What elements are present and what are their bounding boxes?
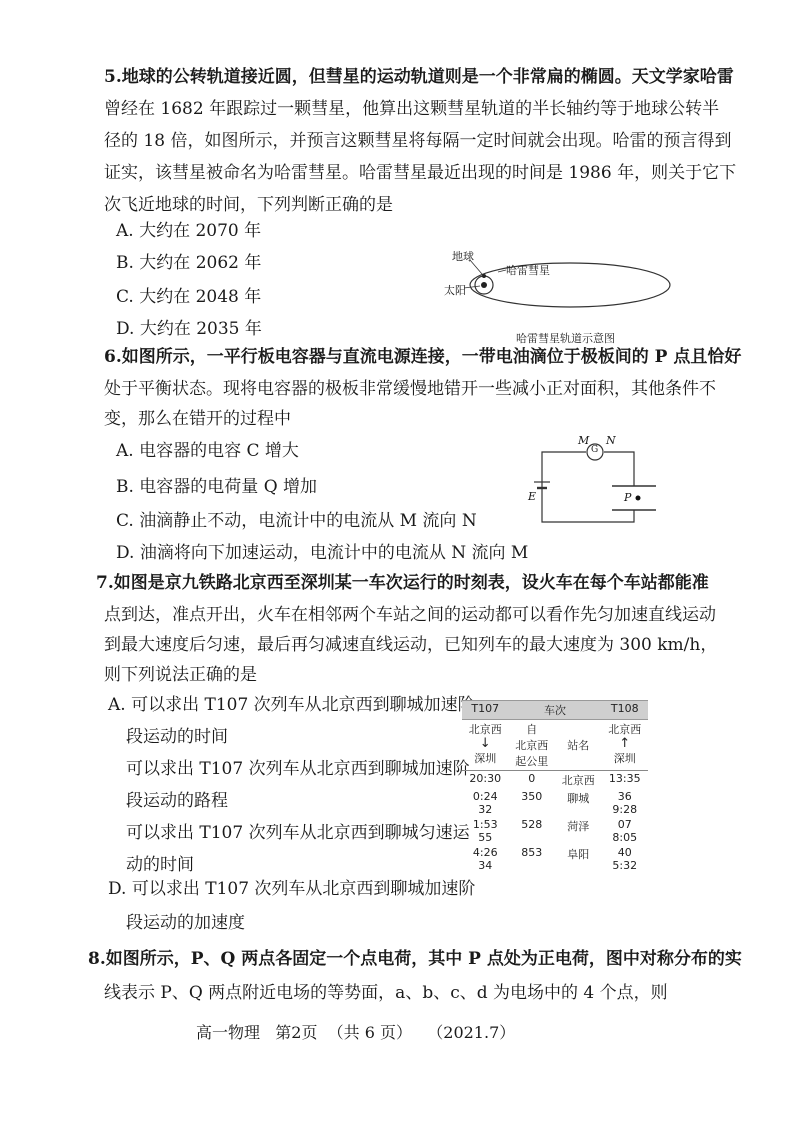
comet-pointer [498,270,506,272]
halley-orbit-figure [440,240,680,350]
train-timetable [462,700,648,873]
q5-option-b: B. 大约在 2062 年 [116,253,262,273]
table-row [462,845,648,873]
q7-option-b-1: 可以求出 T107 次列车从北京西到聊城加速阶 [126,759,470,779]
q8-line-1: 8.如图所示，P、Q 两点各固定一个点电荷，其中 P 点处为正电荷，图中对称分布的实 [88,949,742,969]
row1-km: 0 [528,772,536,785]
row3-t107: 1:53 [472,818,498,831]
sun-icon [481,282,487,288]
label-p: P [624,491,632,504]
header-t107: T107 [471,702,500,715]
label-m: M [578,434,590,447]
circuit-wire-left [542,452,634,522]
q7-line-2: 点到达，准点开出，火车在相邻两个车站之间的运动都可以看作先匀加速直线运动 [104,605,716,625]
q6-option-a: A. 电容器的电容 C 增大 [116,441,299,461]
row1-t108: 13:35 [608,772,641,785]
q6-option-d: D. 油滴将向下加速运动，电流计中的电流从 N 流向 M [116,543,529,563]
q5-line-5: 次飞近地球的时间，下列判断正确的是 [104,195,393,215]
comet-label: 哈雷彗星 [506,264,550,277]
q8-line-2: 线表示 P、Q 两点附近电场的等势面，a、b、c、d 为电场中的 4 个点，则 [104,983,668,1003]
header-train-no: 车次 [544,704,566,717]
sub-right-bottom: 深圳 [613,752,636,765]
row3-km: 528 [521,818,543,831]
q5-line-4: 证实，该彗星被命名为哈雷彗星。哈雷彗星最近出现的时间是 1986 年，则关于它下 [104,163,737,183]
label-g: G [591,445,599,455]
row4-t107: 4:26 [472,846,498,859]
timetable-subheader-row [462,720,648,771]
q7-line-3: 到最大速度后匀速，最后再匀减速直线运动，已知列车的最大速度为 300 km/h， [104,635,718,655]
circuit-wire-right [604,452,634,486]
sub-km-mid: 北京西 [515,739,549,752]
sun-pointer [464,286,480,288]
q7-option-c-2: 动的时间 [126,855,194,875]
q7-line-4: 则下列说法正确的是 [104,665,257,685]
q7-option-c-1: 可以求出 T107 次列车从北京西到聊城匀速运 [126,823,470,843]
q5-line-2: 曾经在 1682 年跟踪过一颗彗星，他算出这颗彗星轨道的半长轴约等于地球公转半 [104,99,720,119]
table-row [462,771,648,790]
q5-line-3: 径的 18 倍，如图所示，并预言这颗彗星将每隔一定时间就会出现。哈雷的预言得到 [104,131,732,151]
earth-label: 地球 [452,250,474,263]
timetable-table [462,700,648,873]
q5-line-1: 5.地球的公转轨道接近圆，但彗星的运动轨道则是一个非常扁的椭圆。天文学家哈雷 [104,67,734,87]
q6-line-2: 处于平衡状态。现将电容器的极板非常缓慢地错开一些减小正对面积，其他条件不 [104,379,716,399]
q5-option-a: A. 大约在 2070 年 [116,221,262,241]
sun-label: 太阳 [444,284,466,297]
row4-t108: 40 [617,846,632,859]
q7-option-b-2: 段运动的路程 [126,791,228,811]
row2-t107b: 32 [478,803,493,816]
footer-page: 第2页 [275,1023,318,1042]
row4-t108b: 5:32 [612,859,638,872]
q6-line-3: 变，那么在错开的过程中 [104,409,291,429]
sub-left-bottom: 深圳 [474,752,497,765]
row3-station: 菏泽 [567,820,590,833]
q6-option-b: B. 电容器的电荷量 Q 增加 [116,477,318,497]
row1-station: 北京西 [561,774,595,787]
sub-right-top: 北京西 [608,723,642,736]
q7-line-1: 7.如图是京九铁路北京西至深圳某一车次运行的时刻表，设火车在每个车站都能准 [96,573,709,593]
row3-t108: 07 [617,818,632,831]
capacitor-circuit-figure [528,434,668,534]
row2-km: 350 [521,790,543,803]
row2-station: 聊城 [567,792,590,805]
down-arrow-icon: ↓ [479,736,491,751]
sub-km-top: 自 [526,723,538,736]
footer-total: （共 6 页） [327,1023,412,1042]
q7-option-a-1: A. 可以求出 T107 次列车从北京西到聊城加速阶 [108,695,475,715]
row2-t108b: 9:28 [612,803,638,816]
row2-t108: 36 [617,790,632,803]
label-n: N [606,434,616,447]
sub-km-bottom: 起公里 [515,755,549,768]
label-e: E [528,490,537,503]
orbit-caption: 哈雷彗星轨道示意图 [516,332,615,345]
comet-orbit-ellipse [470,263,670,307]
oil-drop-icon [636,496,641,501]
sub-station: 站名 [555,720,602,771]
up-arrow-icon: ↑ [619,736,631,751]
sub-left-top: 北京西 [468,723,502,736]
row3-t108b: 8:05 [612,831,638,844]
row4-station: 阜阳 [567,848,590,861]
table-row [462,789,648,817]
timetable-header-row [462,701,648,720]
footer-date: （2021.7） [427,1023,516,1042]
table-row [462,817,648,845]
row1-t107: 20:30 [469,772,502,785]
q6-line-1: 6.如图所示，一平行板电容器与直流电源连接，一带电油滴位于极板间的 P 点且恰好 [104,347,742,367]
q7-option-d-2: 段运动的加速度 [126,913,245,933]
earth-icon [482,274,486,278]
q6-option-c: C. 油滴静止不动，电流计中的电流从 M 流向 N [116,511,477,531]
row4-km: 853 [521,846,543,859]
q5-option-c: C. 大约在 2048 年 [116,287,262,307]
q5-option-d: D. 大约在 2035 年 [116,319,262,339]
header-t108: T108 [610,702,639,715]
footer-subject: 高一物理 [196,1023,261,1042]
row3-t107b: 55 [478,831,493,844]
row4-t107b: 34 [478,859,493,872]
row2-t107: 0:24 [472,790,498,803]
q7-option-a-2: 段运动的时间 [126,727,228,747]
page-footer [196,1020,515,1043]
q7-option-d-1: D. 可以求出 T107 次列车从北京西到聊城加速阶 [108,879,476,899]
